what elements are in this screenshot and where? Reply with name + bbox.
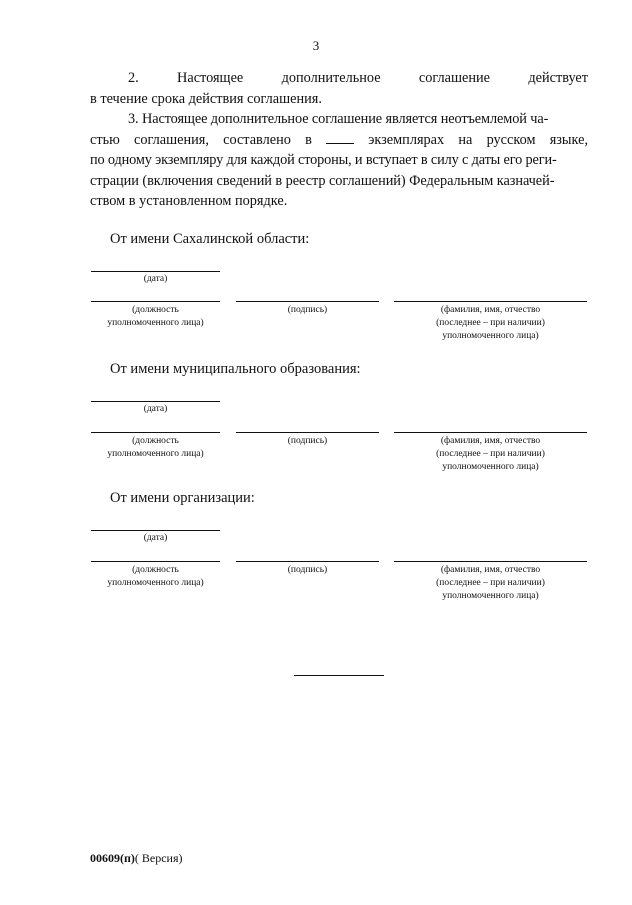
signature-caption-2: (подпись) — [287, 436, 328, 446]
party-title-sakhalin: От имени Сахалинской области: — [110, 231, 310, 247]
clause-3 — [90, 109, 588, 212]
signature-caption-1: (подпись) — [287, 305, 328, 315]
party-title-organization: От имени организации: — [110, 490, 255, 506]
position-caption-1: (должность уполномоченного лица) — [107, 305, 204, 328]
signature-line-2 — [236, 432, 379, 433]
date-line-2 — [91, 401, 220, 402]
clause-3-line-1: 3. Настоящее дополнительное соглашение является неотъемлемой ча- — [128, 111, 549, 127]
clause-2-line-2: в течение срока действия соглашения. — [90, 90, 322, 107]
fio-caption-2: (фамилия, имя, отчество (последнее – при наличии) уполномоченного лица) — [436, 436, 545, 472]
clause-2-line-1: 2. Настоящее дополнительное соглашение действует — [128, 70, 589, 86]
fio-caption-1: (фамилия, имя, отчество (последнее – при наличии) уполномоченного лица) — [436, 305, 545, 341]
date-caption-2: (дата) — [143, 404, 168, 414]
position-line-1 — [91, 301, 220, 302]
position-line-2 — [91, 432, 220, 433]
signature-line-3 — [236, 561, 379, 562]
date-line-3 — [91, 530, 220, 531]
fio-line-1 — [394, 301, 587, 302]
position-caption-3: (должность уполномоченного лица) — [107, 565, 204, 588]
fio-caption-3: (фамилия, имя, отчество (последнее – при наличии) уполномоченного лица) — [436, 565, 545, 601]
position-line-3 — [91, 561, 220, 562]
clause-3-line-3: по одному экземпляру для каждой стороны, и вступает в силу с даты его реги- — [90, 152, 557, 168]
copies-blank — [326, 131, 354, 144]
party-title-municipal: От имени муниципального образования: — [110, 361, 361, 377]
clause-3-line-2: стью соглашения, составлено в экземплярах на русском языке, — [90, 131, 589, 148]
position-caption-2: (должность уполномоченного лица) — [107, 436, 204, 459]
page-number: 3 — [312, 38, 320, 53]
clause-2 — [90, 68, 588, 109]
date-line-1 — [91, 271, 220, 272]
clause-3-line-4: страции (включения сведений в реестр соглашений) Федеральным казначей- — [90, 172, 555, 189]
signature-caption-3: (подпись) — [287, 565, 328, 575]
date-caption-1: (дата) — [143, 274, 168, 284]
clause-3-line-5: ством в установленном порядке. — [90, 193, 288, 209]
document-code: 00609(п)( Версия) — [90, 851, 183, 865]
fio-line-3 — [394, 561, 587, 562]
signature-line-1 — [236, 301, 379, 302]
fio-line-2 — [394, 432, 587, 433]
date-caption-3: (дата) — [143, 533, 168, 543]
end-of-document-rule — [294, 675, 384, 676]
